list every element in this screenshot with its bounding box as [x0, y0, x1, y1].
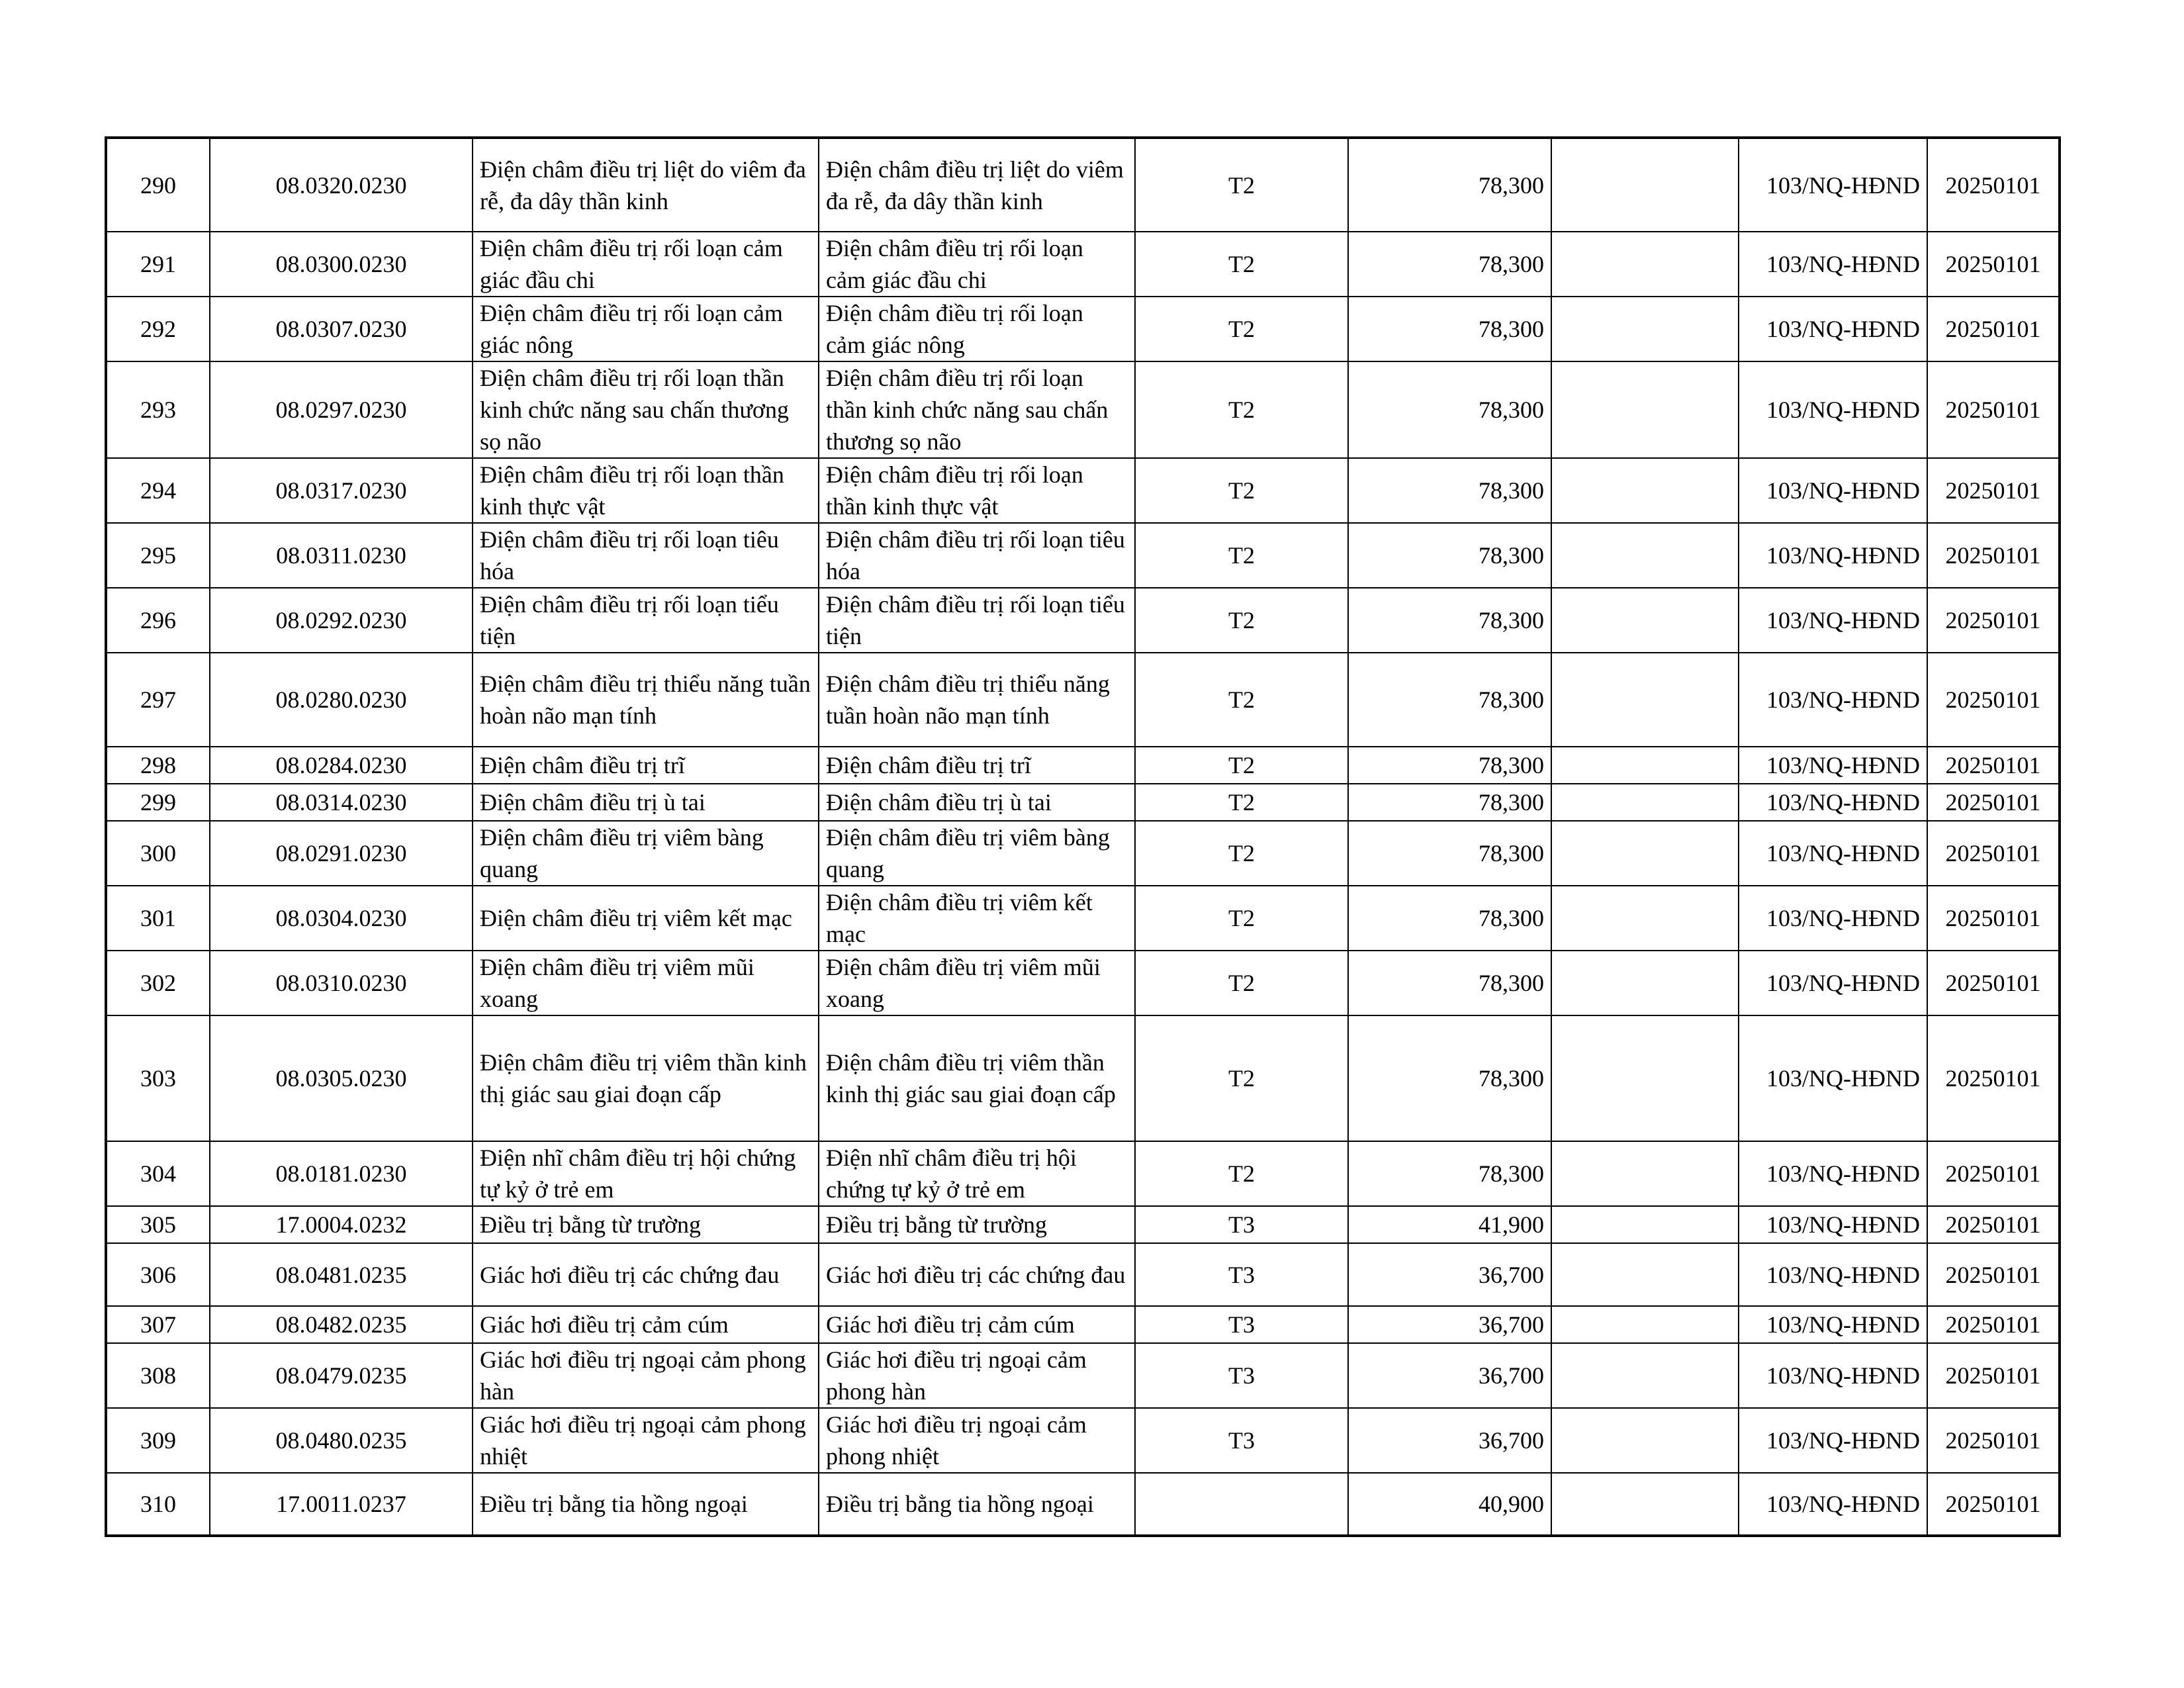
note-cell: [1551, 886, 1739, 951]
effective-date: 20250101: [1927, 297, 2060, 361]
service-class: T2: [1135, 821, 1348, 886]
service-code: 08.0314.0230: [210, 784, 473, 821]
service-price: 78,300: [1348, 1141, 1551, 1206]
decision-number: 103/NQ-HĐND: [1739, 1306, 1927, 1343]
decision-number: 103/NQ-HĐND: [1739, 886, 1927, 951]
decision-number: 103/NQ-HĐND: [1739, 1141, 1927, 1206]
service-code: 08.0482.0235: [210, 1306, 473, 1343]
effective-date: 20250101: [1927, 1015, 2060, 1141]
service-class: T2: [1135, 138, 1348, 232]
service-class: T2: [1135, 1015, 1348, 1141]
service-name: Điều trị bằng tia hồng ngoại: [473, 1473, 819, 1536]
service-price: 78,300: [1348, 821, 1551, 886]
effective-date: 20250101: [1927, 232, 2060, 297]
effective-date: 20250101: [1927, 1306, 2060, 1343]
table-row: [106, 1306, 2060, 1343]
table-row: [106, 1141, 2060, 1206]
service-name-reference: Điện châm điều trị liệt do viêm đa rễ, đa dây thần kinh: [819, 138, 1135, 232]
service-code: 08.0280.0230: [210, 653, 473, 747]
service-name: Điện nhĩ châm điều trị hội chứng tự kỷ ở trẻ em: [473, 1141, 819, 1206]
row-number: 291: [106, 232, 210, 297]
table-row: [106, 588, 2060, 653]
service-code: 08.0310.0230: [210, 951, 473, 1015]
service-price: 78,300: [1348, 653, 1551, 747]
effective-date: 20250101: [1927, 1141, 2060, 1206]
table-row: [106, 951, 2060, 1015]
row-number: 302: [106, 951, 210, 1015]
service-price: 78,300: [1348, 523, 1551, 588]
service-class: T2: [1135, 653, 1348, 747]
service-name: Điện châm điều trị viêm kết mạc: [473, 886, 819, 951]
service-name-reference: Điều trị bằng từ trường: [819, 1206, 1135, 1243]
service-name-reference: Điện châm điều trị rối loạn cảm giác nông: [819, 297, 1135, 361]
service-code: 08.0481.0235: [210, 1243, 473, 1306]
service-class: T3: [1135, 1206, 1348, 1243]
row-number: 305: [106, 1206, 210, 1243]
service-code: 08.0305.0230: [210, 1015, 473, 1141]
service-class: [1135, 1473, 1348, 1536]
service-name-reference: Điện châm điều trị rối loạn cảm giác đầu chi: [819, 232, 1135, 297]
service-class: T3: [1135, 1408, 1348, 1473]
service-code: 08.0181.0230: [210, 1141, 473, 1206]
decision-number: 103/NQ-HĐND: [1739, 1243, 1927, 1306]
service-name-reference: Giác hơi điều trị ngoại cảm phong nhiệt: [819, 1408, 1135, 1473]
effective-date: 20250101: [1927, 1206, 2060, 1243]
effective-date: 20250101: [1927, 653, 2060, 747]
decision-number: 103/NQ-HĐND: [1739, 1408, 1927, 1473]
note-cell: [1551, 1343, 1739, 1408]
table-row: [106, 1343, 2060, 1408]
note-cell: [1551, 1206, 1739, 1243]
row-number: 304: [106, 1141, 210, 1206]
service-price: 78,300: [1348, 747, 1551, 784]
service-name: Giác hơi điều trị các chứng đau: [473, 1243, 819, 1306]
service-class: T3: [1135, 1243, 1348, 1306]
table-body: [106, 138, 2060, 1536]
service-code: 08.0297.0230: [210, 361, 473, 458]
row-number: 300: [106, 821, 210, 886]
table-row: [106, 361, 2060, 458]
price-table: [105, 136, 2061, 1537]
table-row: [106, 1015, 2060, 1141]
service-name: Điện châm điều trị rối loạn tiêu hóa: [473, 523, 819, 588]
service-code: 08.0320.0230: [210, 138, 473, 232]
service-price: 78,300: [1348, 361, 1551, 458]
decision-number: 103/NQ-HĐND: [1739, 588, 1927, 653]
note-cell: [1551, 1473, 1739, 1536]
decision-number: 103/NQ-HĐND: [1739, 138, 1927, 232]
decision-number: 103/NQ-HĐND: [1739, 747, 1927, 784]
service-name: Điện châm điều trị trĩ: [473, 747, 819, 784]
row-number: 292: [106, 297, 210, 361]
decision-number: 103/NQ-HĐND: [1739, 1015, 1927, 1141]
service-price: 78,300: [1348, 458, 1551, 523]
service-code: 08.0307.0230: [210, 297, 473, 361]
effective-date: 20250101: [1927, 821, 2060, 886]
service-name: Giác hơi điều trị ngoại cảm phong hàn: [473, 1343, 819, 1408]
decision-number: 103/NQ-HĐND: [1739, 653, 1927, 747]
effective-date: 20250101: [1927, 784, 2060, 821]
decision-number: 103/NQ-HĐND: [1739, 458, 1927, 523]
effective-date: 20250101: [1927, 1408, 2060, 1473]
service-name-reference: Giác hơi điều trị ngoại cảm phong hàn: [819, 1343, 1135, 1408]
effective-date: 20250101: [1927, 1473, 2060, 1536]
decision-number: 103/NQ-HĐND: [1739, 232, 1927, 297]
table-row: [106, 297, 2060, 361]
table-row: [106, 747, 2060, 784]
row-number: 309: [106, 1408, 210, 1473]
row-number: 303: [106, 1015, 210, 1141]
note-cell: [1551, 951, 1739, 1015]
service-name-reference: Điện nhĩ châm điều trị hội chứng tự kỷ ở trẻ em: [819, 1141, 1135, 1206]
service-name-reference: Điện châm điều trị rối loạn thần kinh thực vật: [819, 458, 1135, 523]
service-name: Điện châm điều trị viêm mũi xoang: [473, 951, 819, 1015]
table-row: [106, 458, 2060, 523]
service-class: T2: [1135, 784, 1348, 821]
service-price: 78,300: [1348, 232, 1551, 297]
service-price: 78,300: [1348, 784, 1551, 821]
service-code: 08.0311.0230: [210, 523, 473, 588]
service-name-reference: Điện châm điều trị trĩ: [819, 747, 1135, 784]
service-name-reference: Giác hơi điều trị các chứng đau: [819, 1243, 1135, 1306]
decision-number: 103/NQ-HĐND: [1739, 784, 1927, 821]
service-class: T2: [1135, 523, 1348, 588]
service-name: Điện châm điều trị liệt do viêm đa rễ, đa dây thần kinh: [473, 138, 819, 232]
effective-date: 20250101: [1927, 747, 2060, 784]
table-row: [106, 821, 2060, 886]
row-number: 294: [106, 458, 210, 523]
table-row: [106, 523, 2060, 588]
decision-number: 103/NQ-HĐND: [1739, 1206, 1927, 1243]
row-number: 299: [106, 784, 210, 821]
note-cell: [1551, 653, 1739, 747]
note-cell: [1551, 1141, 1739, 1206]
service-class: T2: [1135, 232, 1348, 297]
table-row: [106, 1206, 2060, 1243]
row-number: 308: [106, 1343, 210, 1408]
service-class: T3: [1135, 1306, 1348, 1343]
service-name: Điều trị bằng từ trường: [473, 1206, 819, 1243]
service-name: Giác hơi điều trị ngoại cảm phong nhiệt: [473, 1408, 819, 1473]
note-cell: [1551, 138, 1739, 232]
service-name: Điện châm điều trị thiểu năng tuần hoàn não mạn tính: [473, 653, 819, 747]
service-name-reference: Điện châm điều trị viêm mũi xoang: [819, 951, 1135, 1015]
decision-number: 103/NQ-HĐND: [1739, 821, 1927, 886]
service-price: 78,300: [1348, 588, 1551, 653]
service-name: Điện châm điều trị rối loạn thần kinh thực vật: [473, 458, 819, 523]
service-name-reference: Giác hơi điều trị cảm cúm: [819, 1306, 1135, 1343]
table-row: [106, 138, 2060, 232]
service-name-reference: Điện châm điều trị rối loạn thần kinh chức năng sau chấn thương sọ não: [819, 361, 1135, 458]
note-cell: [1551, 1243, 1739, 1306]
row-number: 296: [106, 588, 210, 653]
note-cell: [1551, 821, 1739, 886]
service-price: 36,700: [1348, 1306, 1551, 1343]
service-name-reference: Điện châm điều trị rối loạn tiêu hóa: [819, 523, 1135, 588]
note-cell: [1551, 458, 1739, 523]
service-code: 08.0304.0230: [210, 886, 473, 951]
service-code: 17.0011.0237: [210, 1473, 473, 1536]
note-cell: [1551, 784, 1739, 821]
service-code: 08.0284.0230: [210, 747, 473, 784]
table-row: [106, 784, 2060, 821]
service-name-reference: Điều trị bằng tia hồng ngoại: [819, 1473, 1135, 1536]
service-code: 08.0300.0230: [210, 232, 473, 297]
effective-date: 20250101: [1927, 588, 2060, 653]
decision-number: 103/NQ-HĐND: [1739, 523, 1927, 588]
table-row: [106, 886, 2060, 951]
row-number: 298: [106, 747, 210, 784]
service-name: Điện châm điều trị viêm thần kinh thị giác sau giai đoạn cấp: [473, 1015, 819, 1141]
service-class: T2: [1135, 747, 1348, 784]
service-name-reference: Điện châm điều trị viêm bàng quang: [819, 821, 1135, 886]
service-class: T2: [1135, 951, 1348, 1015]
row-number: 310: [106, 1473, 210, 1536]
decision-number: 103/NQ-HĐND: [1739, 361, 1927, 458]
service-class: T3: [1135, 1343, 1348, 1408]
service-name: Điện châm điều trị rối loạn cảm giác đầu chi: [473, 232, 819, 297]
table-row: [106, 1408, 2060, 1473]
note-cell: [1551, 361, 1739, 458]
service-code: 08.0317.0230: [210, 458, 473, 523]
service-name-reference: Điện châm điều trị viêm kết mạc: [819, 886, 1135, 951]
service-price: 36,700: [1348, 1343, 1551, 1408]
note-cell: [1551, 1408, 1739, 1473]
service-price: 78,300: [1348, 886, 1551, 951]
row-number: 293: [106, 361, 210, 458]
note-cell: [1551, 747, 1739, 784]
service-class: T2: [1135, 588, 1348, 653]
note-cell: [1551, 588, 1739, 653]
service-name: Giác hơi điều trị cảm cúm: [473, 1306, 819, 1343]
service-code: 08.0291.0230: [210, 821, 473, 886]
effective-date: 20250101: [1927, 1243, 2060, 1306]
service-name-reference: Điện châm điều trị ù tai: [819, 784, 1135, 821]
effective-date: 20250101: [1927, 1343, 2060, 1408]
decision-number: 103/NQ-HĐND: [1739, 297, 1927, 361]
service-class: T2: [1135, 1141, 1348, 1206]
service-price: 78,300: [1348, 297, 1551, 361]
service-name: Điện châm điều trị rối loạn thần kinh chức năng sau chấn thương sọ não: [473, 361, 819, 458]
service-price: 41,900: [1348, 1206, 1551, 1243]
service-name-reference: Điện châm điều trị viêm thần kinh thị giác sau giai đoạn cấp: [819, 1015, 1135, 1141]
effective-date: 20250101: [1927, 138, 2060, 232]
note-cell: [1551, 232, 1739, 297]
row-number: 295: [106, 523, 210, 588]
service-class: T2: [1135, 361, 1348, 458]
service-name-reference: Điện châm điều trị rối loạn tiểu tiện: [819, 588, 1135, 653]
service-price: 40,900: [1348, 1473, 1551, 1536]
service-name: Điện châm điều trị ù tai: [473, 784, 819, 821]
service-code: 08.0479.0235: [210, 1343, 473, 1408]
effective-date: 20250101: [1927, 951, 2060, 1015]
row-number: 301: [106, 886, 210, 951]
row-number: 307: [106, 1306, 210, 1343]
service-price: 78,300: [1348, 138, 1551, 232]
service-class: T2: [1135, 886, 1348, 951]
service-code: 17.0004.0232: [210, 1206, 473, 1243]
table-row: [106, 1473, 2060, 1536]
table-row: [106, 653, 2060, 747]
service-code: 08.0480.0235: [210, 1408, 473, 1473]
service-code: 08.0292.0230: [210, 588, 473, 653]
service-name: Điện châm điều trị viêm bàng quang: [473, 821, 819, 886]
service-class: T2: [1135, 297, 1348, 361]
decision-number: 103/NQ-HĐND: [1739, 1343, 1927, 1408]
row-number: 290: [106, 138, 210, 232]
effective-date: 20250101: [1927, 458, 2060, 523]
row-number: 297: [106, 653, 210, 747]
effective-date: 20250101: [1927, 523, 2060, 588]
note-cell: [1551, 297, 1739, 361]
row-number: 306: [106, 1243, 210, 1306]
table-row: [106, 232, 2060, 297]
service-name-reference: Điện châm điều trị thiểu năng tuần hoàn não mạn tính: [819, 653, 1135, 747]
service-name: Điện châm điều trị rối loạn cảm giác nông: [473, 297, 819, 361]
note-cell: [1551, 523, 1739, 588]
service-price: 78,300: [1348, 951, 1551, 1015]
service-class: T2: [1135, 458, 1348, 523]
effective-date: 20250101: [1927, 886, 2060, 951]
service-price: 78,300: [1348, 1015, 1551, 1141]
effective-date: 20250101: [1927, 361, 2060, 458]
table-row: [106, 1243, 2060, 1306]
decision-number: 103/NQ-HĐND: [1739, 1473, 1927, 1536]
note-cell: [1551, 1015, 1739, 1141]
decision-number: 103/NQ-HĐND: [1739, 951, 1927, 1015]
service-price: 36,700: [1348, 1408, 1551, 1473]
service-price: 36,700: [1348, 1243, 1551, 1306]
note-cell: [1551, 1306, 1739, 1343]
service-name: Điện châm điều trị rối loạn tiểu tiện: [473, 588, 819, 653]
